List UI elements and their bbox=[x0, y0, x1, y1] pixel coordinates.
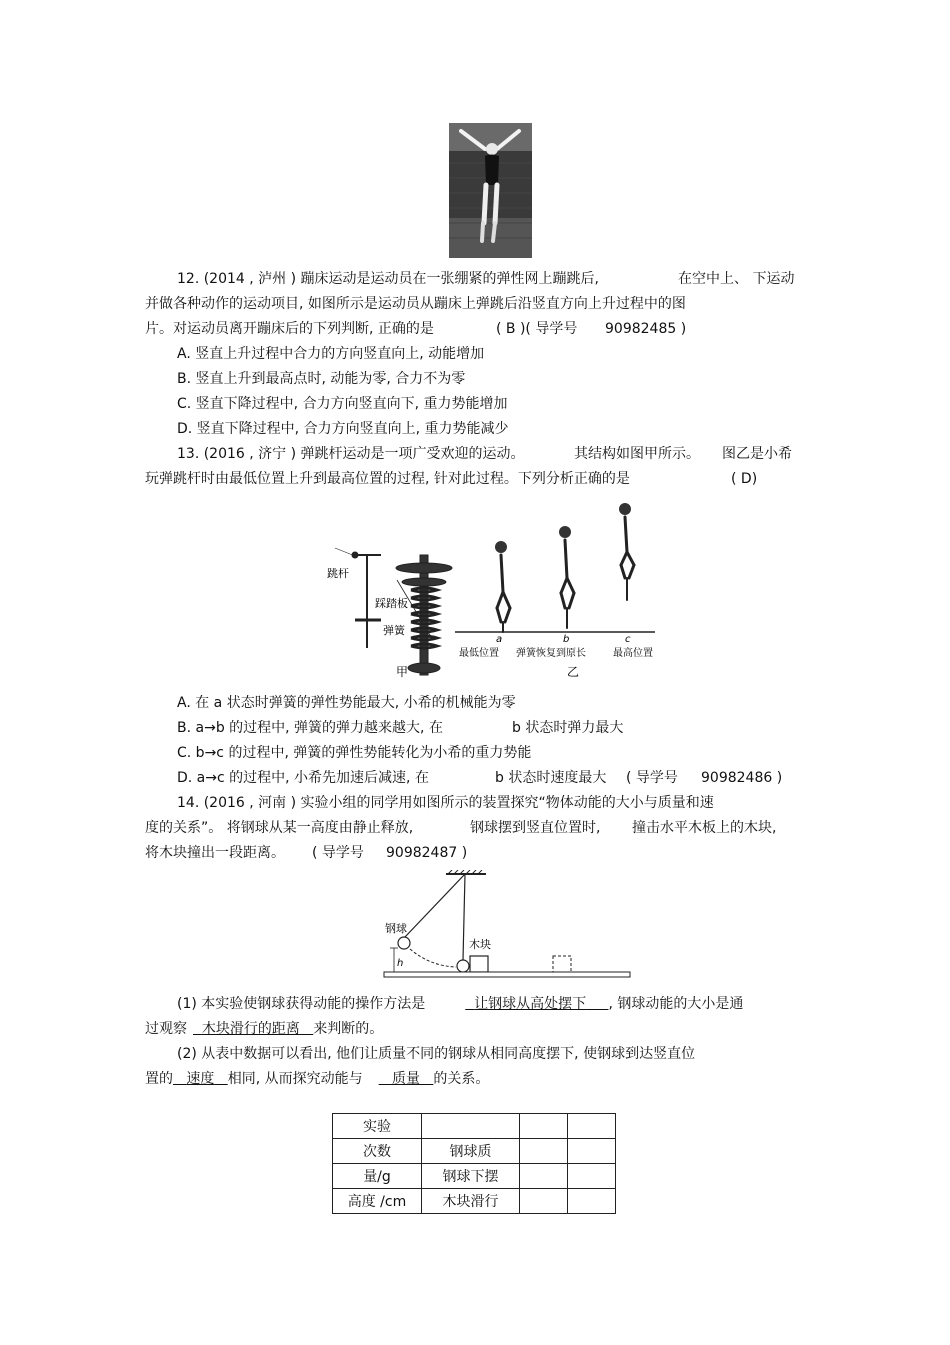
table-cell bbox=[568, 1114, 616, 1139]
q12-line1: 12. (2014 , 泸州 ) 蹦床运动是运动员在一张绷紧的弹性网上蹦跳后, bbox=[177, 271, 599, 287]
q13-line1b: 其结构如图甲所示。 bbox=[574, 446, 700, 462]
trampoline-athlete-photo bbox=[449, 123, 532, 258]
q14-p1-l2-prefix: 过观察 bbox=[145, 1021, 187, 1037]
q12-answer: ( B )( 导学号 bbox=[496, 321, 578, 337]
table-cell: 高度 /cm bbox=[333, 1189, 422, 1214]
label-pos-a: 最低位置 bbox=[459, 648, 499, 659]
pendulum-figure bbox=[380, 870, 635, 982]
q12-line1b: 在空中上、 下运动 bbox=[678, 271, 795, 287]
wood-block-final bbox=[553, 956, 571, 972]
q14-ref-number: 90982487 ) bbox=[386, 845, 468, 861]
q14-p1-mid: , 钢球动能的大小是通 bbox=[608, 996, 744, 1012]
q14-line2c: 撞击水平木板上的木块, bbox=[632, 820, 777, 836]
label-block: 木块 bbox=[469, 938, 491, 951]
q13-ref: ( 导学号 bbox=[626, 770, 678, 786]
q14-line2b: 钢球摆到竖直位置时, bbox=[470, 820, 601, 836]
q13-line1c: 图乙是小希 bbox=[722, 446, 792, 462]
figure-a bbox=[495, 541, 510, 632]
table-row bbox=[333, 1114, 616, 1139]
q14-p1-line2 bbox=[145, 1019, 383, 1039]
figure-c bbox=[619, 503, 634, 600]
q13-option-b-tail: b 状态时弹力最大 bbox=[512, 720, 624, 736]
table-cell bbox=[520, 1139, 568, 1164]
figure-b bbox=[559, 526, 574, 628]
q14-p1-answer1: 让钢球从高处摆下 bbox=[474, 996, 587, 1012]
table-cell: 实验 bbox=[333, 1114, 422, 1139]
q14-p2-answer2: 质量 bbox=[391, 1071, 420, 1087]
steel-ball-start bbox=[398, 937, 410, 949]
q13-option-d-tail: b 状态时速度最大 bbox=[495, 770, 607, 786]
label-yi: 乙 bbox=[567, 665, 580, 679]
q12-option-c: C. 竖直下降过程中, 合力方向竖直向下, 重力势能增加 bbox=[177, 396, 508, 412]
pogo-stick-figure bbox=[325, 500, 665, 682]
q12-option-b: B. 竖直上升到最高点时, 动能为零, 合力不为零 bbox=[177, 371, 466, 387]
table-row bbox=[333, 1164, 616, 1189]
q14-p2-mid: 相同, 从而探究动能与 bbox=[227, 1071, 363, 1087]
q13-option-d: D. a→c 的过程中, 小希先加速后减速, 在 bbox=[177, 770, 429, 786]
q14-p1-l2-suffix: 来判断的。 bbox=[313, 1021, 384, 1037]
q14-p2-prefix: 置的 bbox=[145, 1071, 173, 1087]
table-cell bbox=[520, 1189, 568, 1214]
q14-p2-answer1: 速度 bbox=[186, 1071, 215, 1087]
label-jia: 甲 bbox=[396, 665, 409, 679]
q14-p1-prefix: (1) 本实验使钢球获得动能的操作方法是 bbox=[177, 996, 426, 1012]
table-cell: 钢球质 bbox=[422, 1139, 520, 1164]
pogo-stick-detail bbox=[396, 555, 452, 675]
q14-line3a: 将木块撞出一段距离。 bbox=[145, 845, 285, 861]
q13-option-b: B. a→b 的过程中, 弹簧的弹力越来越大, 在 bbox=[177, 720, 443, 736]
q14-p2-line1: (2) 从表中数据可以看出, 他们让质量不同的钢球从相同高度摆下, 使钢球到达竖直位 bbox=[177, 1046, 696, 1062]
label-a: a bbox=[496, 634, 503, 645]
wood-block bbox=[470, 956, 488, 972]
table-cell: 钢球下摆 bbox=[422, 1164, 520, 1189]
q12-line2: 并做各种动作的运动项目, 如图所示是运动员从蹦床上弹跳后沿竖直方向上升过程中的图 bbox=[145, 296, 686, 312]
label-tabanb: 踩踏板 bbox=[375, 597, 408, 610]
q13-option-a: A. 在 a 状态时弹簧的弹性势能最大, 小希的机械能为零 bbox=[177, 695, 516, 711]
q13-option-c: C. b→c 的过程中, 弹簧的弹性势能转化为小希的重力势能 bbox=[177, 745, 532, 761]
q12-line3: 片。对运动员离开蹦床后的下列判断, 正确的是 bbox=[145, 321, 434, 337]
q14-p1-answer2: 木块滑行的距离 bbox=[201, 1021, 300, 1037]
q14-p2-line2 bbox=[145, 1069, 489, 1089]
q14-ref: ( 导学号 bbox=[312, 845, 364, 861]
table-cell bbox=[520, 1164, 568, 1189]
table-cell bbox=[568, 1139, 616, 1164]
q13-line2: 玩弹跳杆时由最低位置上升到最高位置的过程, 针对此过程。下列分析正确的是 bbox=[145, 471, 630, 487]
label-pos-b: 弹簧恢复到原长 bbox=[516, 648, 586, 659]
label-ball: 钢球 bbox=[385, 922, 407, 935]
q14-line1: 14. (2016 , 河南 ) 实验小组的同学用如图所示的装置探究“物体动能的大小与质量和速 bbox=[177, 795, 714, 811]
table-cell bbox=[568, 1164, 616, 1189]
q12-ref-number: 90982485 ) bbox=[605, 321, 687, 337]
label-b: b bbox=[563, 634, 570, 645]
table-row bbox=[333, 1139, 616, 1164]
table-cell: 木块滑行 bbox=[422, 1189, 520, 1214]
experiment-table bbox=[332, 1113, 616, 1214]
q12-option-d: D. 竖直下降过程中, 合力方向竖直向上, 重力势能减少 bbox=[177, 421, 509, 437]
label-tiaogan: 跳杆 bbox=[327, 567, 349, 580]
q14-p2-suffix: 的关系。 bbox=[433, 1071, 490, 1087]
q14-line2a: 度的关系”。 将钢球从某一高度由静止释放, bbox=[145, 820, 414, 836]
steel-ball-bottom bbox=[457, 960, 469, 972]
q14-p1-line1 bbox=[177, 994, 743, 1014]
label-c: c bbox=[625, 634, 631, 645]
label-h: h bbox=[397, 958, 404, 969]
table-cell bbox=[422, 1114, 520, 1139]
table-row bbox=[333, 1189, 616, 1214]
q13-line1: 13. (2016 , 济宁 ) 弹跳杆运动是一项广受欢迎的运动。 bbox=[177, 446, 525, 462]
q12-option-a: A. 竖直上升过程中合力的方向竖直向上, 动能增加 bbox=[177, 346, 485, 362]
table-cell: 次数 bbox=[333, 1139, 422, 1164]
table-cell bbox=[568, 1189, 616, 1214]
q13-ref-number: 90982486 ) bbox=[701, 770, 783, 786]
table-cell bbox=[520, 1114, 568, 1139]
q13-answer: ( D) bbox=[731, 471, 758, 487]
table-cell: 量/g bbox=[333, 1164, 422, 1189]
label-pos-c: 最高位置 bbox=[613, 648, 653, 659]
label-tanhuang: 弹簧 bbox=[383, 624, 405, 637]
